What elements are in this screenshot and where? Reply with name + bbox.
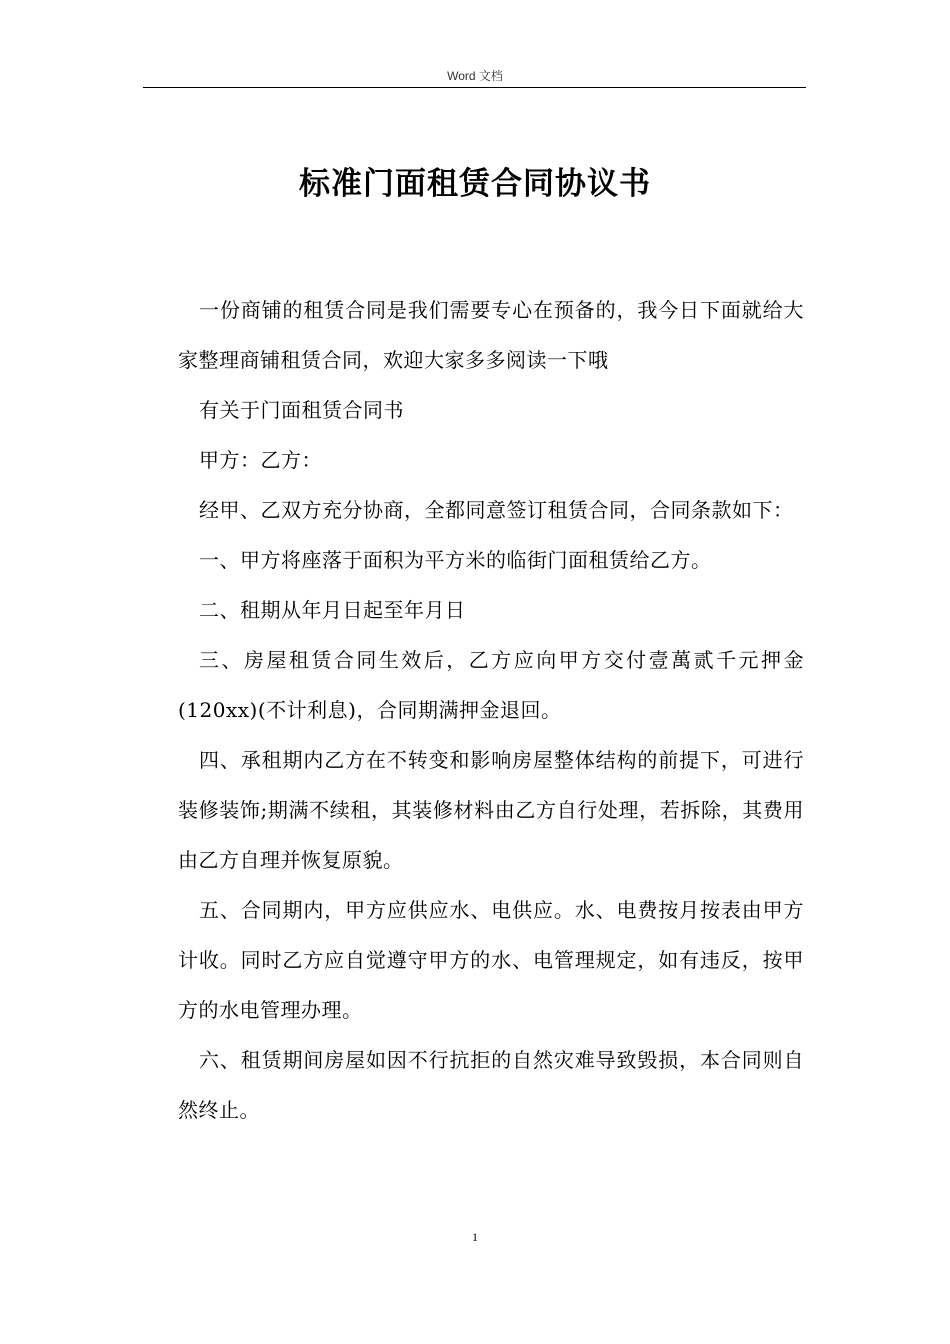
paragraph-intro: 一份商铺的租赁合同是我们需要专心在预备的，我今日下面就给大家整理商铺租赁合同，欢迎大家多多阅读一下哦 xyxy=(178,298,804,372)
clause-4: 四、承租期内乙方在不转变和影响房屋整体结构的前提下，可进行装修装饰;期满不续租，其装修材料由乙方自行处理，若拆除，其费用由乙方自理并恢复原貌。 xyxy=(178,748,804,872)
clause-5: 五、合同期内，甲方应供应水、电供应。水、电费按月按表由甲方计收。同时乙方应自觉遵守甲方的水、电管理规定，如有违反，按甲方的水电管理办理。 xyxy=(178,898,804,1022)
paragraph-subtitle: 有关于门面租赁合同书 xyxy=(199,398,404,422)
paragraph-agreement: 经甲、乙双方充分协商，全都同意签订租赁合同，合同条款如下： xyxy=(199,498,794,522)
page-header-label: Word 文档 xyxy=(447,69,503,83)
page-number: 1 xyxy=(472,1230,478,1244)
header-divider xyxy=(143,87,806,88)
paragraph-parties: 甲方：乙方： xyxy=(199,448,322,472)
clause-3: 三、房屋租赁合同生效后，乙方应向甲方交付壹萬贰千元押金(120xx)(不计利息)，合同期满押金退回。 xyxy=(178,648,804,722)
document-title: 标准门面租赁合同协议书 xyxy=(299,166,651,202)
clause-1: 一、甲方将座落于面积为平方米的临街门面租赁给乙方。 xyxy=(199,548,712,572)
document-body xyxy=(178,285,804,1135)
clause-6: 六、租赁期间房屋如因不行抗拒的自然灾难导致毁损，本合同则自然终止。 xyxy=(178,1048,804,1122)
clause-2: 二、租期从年月日起至年月日 xyxy=(199,598,466,622)
